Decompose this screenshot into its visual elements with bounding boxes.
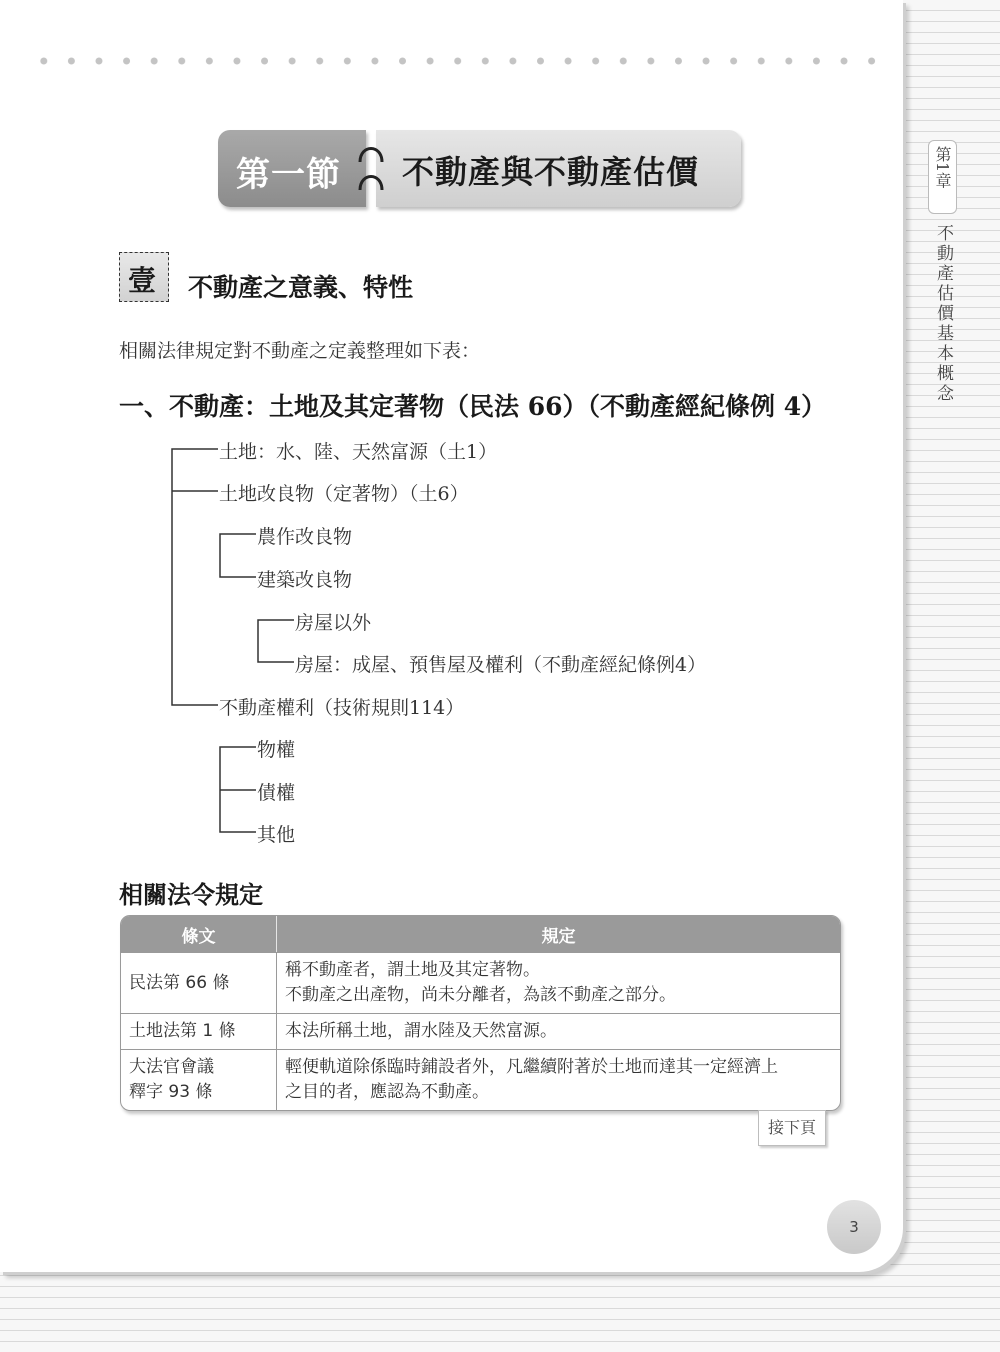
rule-cell — [276, 952, 840, 1013]
tree-item-house: 房屋：成屋、預售屋及權利（不動產經紀條例4） — [295, 654, 707, 676]
section-number-panel — [218, 130, 366, 207]
table-row — [121, 1049, 840, 1110]
rule-line: 輕便軌道除係臨時鋪設者外，凡繼續附著於土地而達其一定經濟上 — [285, 1057, 778, 1077]
subsection-title: 一、不動產：土地及其定著物（民法 66）（不動產經紀條例 4） — [119, 392, 827, 421]
section-title: 不動產與不動產估價 — [402, 153, 700, 191]
dotted-rule — [30, 56, 880, 66]
heading-badge-text: 壹 — [128, 264, 157, 297]
section-title-panel — [376, 130, 741, 207]
rule-line: 之目的者，應認為不動產。 — [285, 1082, 489, 1102]
tree-item-claim: 債權 — [257, 782, 296, 804]
article-cell — [121, 1049, 276, 1110]
table-header-row — [121, 916, 840, 952]
rule-cell — [276, 1049, 840, 1110]
rule-line: 不動產之出產物，尚未分離者，為該不動產之部分。 — [285, 985, 676, 1005]
article-line: 釋字 93 條 — [129, 1082, 213, 1102]
intro-text: 相關法律規定對不動產之定義整理如下表： — [119, 340, 481, 362]
table-row — [121, 952, 840, 1013]
heading-title: 不動產之意義、特性 — [188, 273, 414, 302]
tree-item-non-house: 房屋以外 — [295, 612, 372, 634]
chapter-tab — [928, 140, 957, 214]
rule-cell: 本法所稱土地，謂水陸及天然富源。 — [276, 1013, 840, 1049]
tree-item-other: 其他 — [257, 824, 296, 846]
article-cell: 民法第 66 條 — [121, 952, 276, 1013]
section-banner — [218, 130, 741, 207]
article-cell: 土地法第 1 條 — [121, 1013, 276, 1049]
tree-item-rights: 不動產權利（技術規則114） — [219, 697, 465, 719]
tree-item-agri: 農作改良物 — [257, 526, 353, 548]
column-header-article: 條文 — [121, 916, 276, 952]
tree-item-land: 土地：水、陸、天然富源（土1） — [219, 441, 498, 463]
column-header-rule: 規定 — [276, 916, 840, 952]
table-row — [121, 1013, 840, 1049]
article-line: 大法官會議 — [129, 1057, 214, 1077]
chapter-side-title: 不動產估價基本概念 — [933, 224, 953, 404]
tree-item-improvements: 土地改良物（定著物）（土6） — [219, 483, 469, 505]
tree-item-construction: 建築改良物 — [257, 569, 353, 591]
chapter-label: 第1章 — [933, 146, 952, 189]
section-number: 第一節 — [236, 155, 341, 195]
law-heading: 相關法令規定 — [119, 880, 263, 909]
next-page-label: 接下頁 — [758, 1110, 826, 1146]
tree-item-real-right: 物權 — [257, 739, 296, 761]
binder-rings-icon — [354, 140, 388, 198]
heading-badge — [119, 252, 169, 302]
law-table — [120, 915, 841, 1111]
page-number: 3 — [827, 1200, 881, 1254]
rule-line: 稱不動產者，謂土地及其定著物。 — [285, 960, 540, 980]
